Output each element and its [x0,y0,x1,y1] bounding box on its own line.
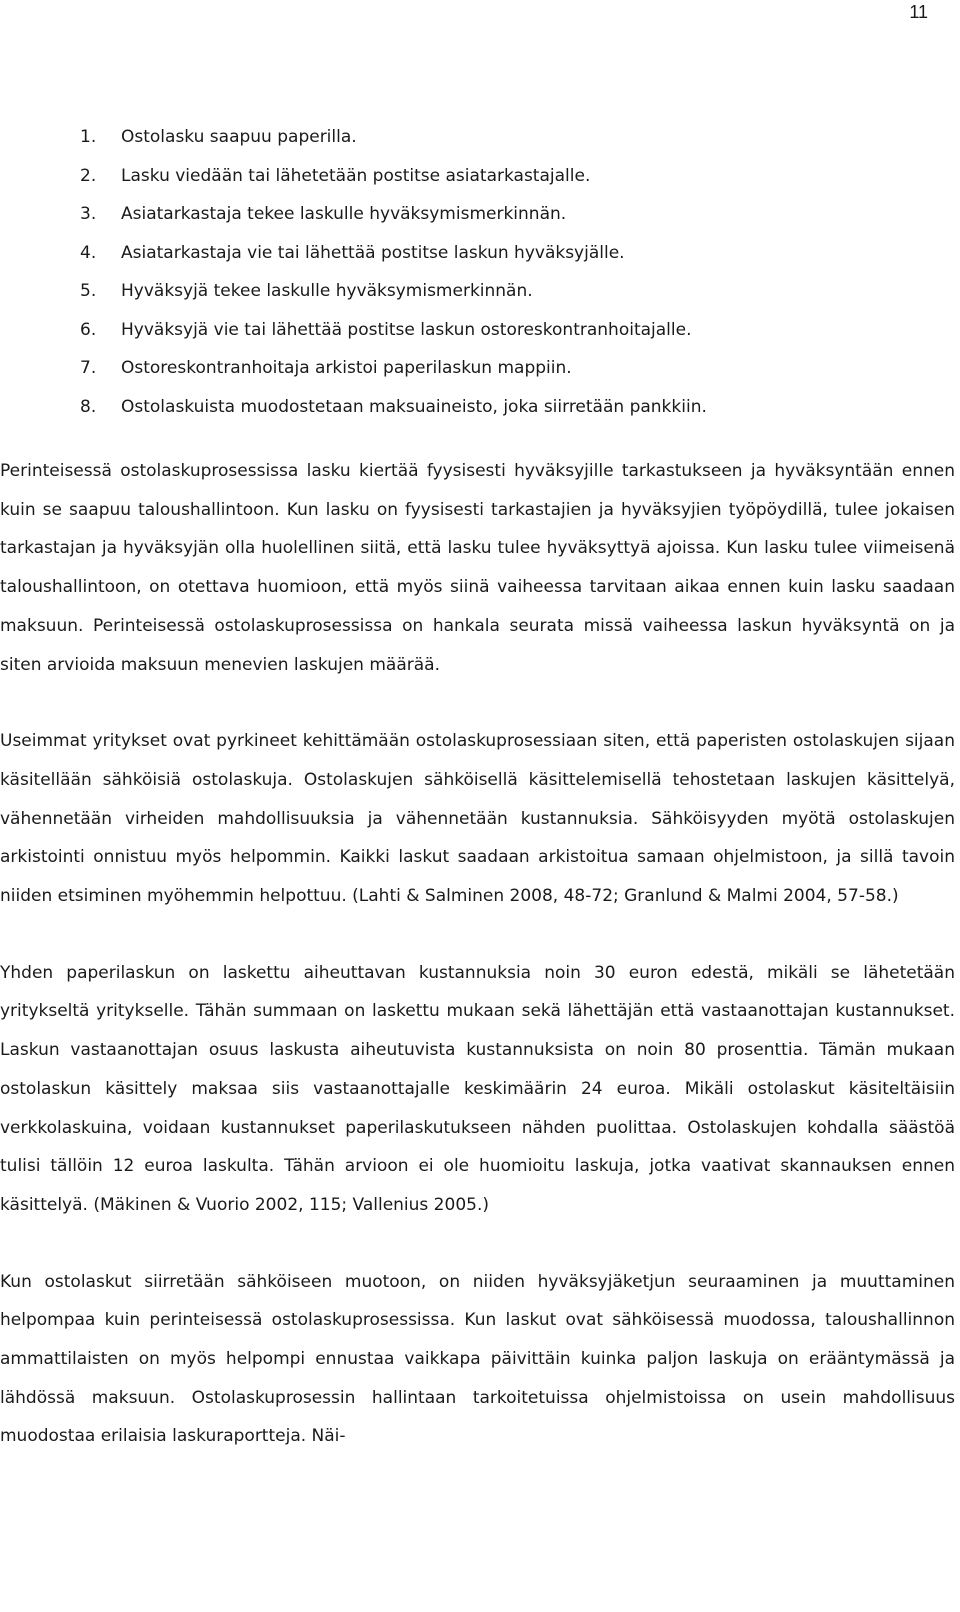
list-item-number: 7. [80,358,97,378]
list-item-number: 6. [80,319,97,340]
list-item-text: Hyväksyjä vie tai lähettää postitse laskun ostoreskontranhoitajalle. [121,319,692,340]
list-item [0,388,955,427]
list-item-text: Ostoreskontranhoitaja arkistoi paperilaskun mappiin. [121,358,572,378]
list-item [0,118,955,157]
list-item-number: 8. [80,396,97,417]
list-item [0,195,955,234]
list-item [0,349,955,388]
list-item-text: Asiatarkastaja tekee laskulle hyväksymismerkinnän. [121,204,567,224]
list-item-number: 3. [80,204,97,224]
list-item-number: 2. [80,165,97,186]
list-item-text: Ostolasku saapuu paperilla. [121,127,357,147]
paragraph-traditional-process: Perinteisessä ostolaskuprosessissa lasku kiertää fyysisesti hyväksyjille tarkastukseen ja hyväksyntään ennen kuin se saapuu taloushallintoon. Kun lasku on fyysisesti tarkastajien ja hyväksyjien työpöydillä, tulee jokaisen tarkastajan ja hyväksyjän olla huolellinen siitä, että lasku tulee hyväksyttyä ajoissa. Kun lasku tulee viimeisenä taloushallintoon, on otettava huomioon, että myös siinä vaiheessa tarvitaan aikaa ennen kuin lasku saadaan maksuun. Perinteisessä ostolaskuprosessissa on hankala seurata missä vaiheessa laskun hyväksyntä on ja siten arvioida maksuun menevien laskujen määrää. [0,461,955,675]
list-item-text: Ostolaskuista muodostetaan maksuaineisto, joka siirretään pankkiin. [121,396,707,417]
list-item [0,157,955,196]
paragraph-electronic-processing: Useimmat yritykset ovat pyrkineet kehittämään ostolaskuprosessiaan siten, että paperisten ostolaskujen sijaan käsitellään sähköisiä ostolaskuja. Ostolaskujen sähköisellä käsittelemisellä tehostetaan laskujen käsittelyä, vähennetään virheiden mahdollisuuksia ja vähennetään kustannuksia. Sähköisyyden myötä ostolaskujen arkistointi onnistuu myös helpommin. Kaikki laskut saadaan arkistoitua samaan ohjelmistoon, ja sillä tavoin niiden etsiminen myöhemmin helpottuu. (Lahti & Salminen 2008, 48-72; Granlund & Malmi 2004, 57-58.) [0,731,955,907]
list-item [0,272,955,311]
page-number: 11 [909,2,928,22]
process-steps-list [0,118,955,426]
list-item-text: Lasku viedään tai lähetetään postitse asiatarkastajalle. [121,165,591,186]
page-content [0,118,955,1456]
list-item-number: 1. [80,127,97,147]
paragraph-invoice-costs: Yhden paperilaskun on laskettu aiheuttavan kustannuksia noin 30 euron edestä, mikäli se lähetetään yritykseltä yritykselle. Tähän summaan on laskettu mukaan sekä lähettäjän että vastaanottajan kustannukset. Laskun vastaanottajan osuus laskusta aiheutuvista kustannuksista on noin 80 prosenttia. Tämän mukaan ostolaskun käsittely maksaa siis vastaanottajalle keskimäärin 24 euroa. Mikäli ostolaskut käsiteltäisiin verkkolaskuina, voidaan kustannukset paperilaskutukseen nähden puolittaa. Ostolaskujen kohdalla säästöä tulisi tällöin 12 euroa laskulta. Tähän arvioon ei ole huomioitu laskuja, jotka vaativat skannauksen ennen käsittelyä. (Mäkinen & Vuorio 2002, 115; Vallenius 2005.) [0,962,955,1215]
list-item-text: Hyväksyjä tekee laskulle hyväksymismerkinnän. [121,281,533,301]
list-item-text: Asiatarkastaja vie tai lähettää postitse laskun hyväksyjälle. [121,242,625,263]
list-item [0,311,955,350]
paragraph-approval-chain: Kun ostolaskut siirretään sähköiseen muotoon, on niiden hyväksyjäketjun seuraaminen ja muuttaminen helpompaa kuin perinteisessä ostolaskuprosessissa. Kun laskut ovat sähköisessä muodossa, taloushallinnon ammattilaisten on myös helpompi ennustaa vaikkapa päivittäin kuinka paljon laskuja on erääntymässä ja lähdössä maksuun. Ostolaskuprosessin hallintaan tarkoitetuissa ohjelmistoissa on usein mahdollisuus muodostaa erilaisia laskuraportteja. Näi- [0,1271,955,1447]
list-item [0,234,955,273]
list-item-number: 5. [80,281,97,301]
list-item-number: 4. [80,242,97,263]
